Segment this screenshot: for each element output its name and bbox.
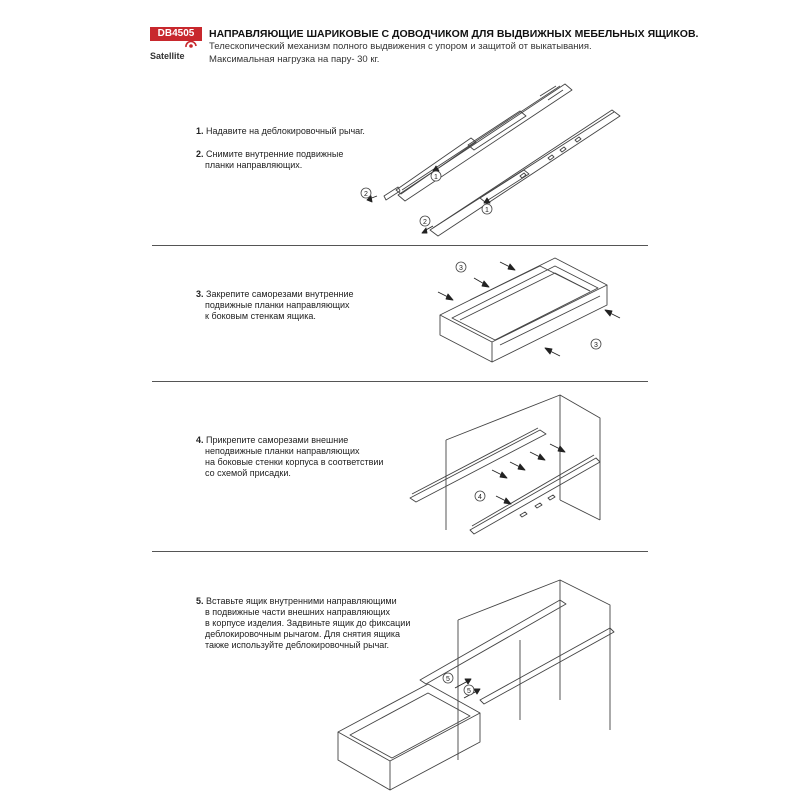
callout-label: 1	[434, 174, 438, 181]
step-number: 4.	[196, 435, 204, 445]
subtitle-load: Максимальная нагрузка на пару- 30 кг.	[209, 54, 380, 65]
step-line: Снимите внутренние подвижные	[206, 149, 344, 159]
step-line: неподвижные планки направляющих	[205, 446, 360, 456]
slide-assembly-illustration	[398, 84, 572, 201]
inner-slide-illustration	[384, 138, 476, 200]
outer-slide-illustration	[430, 110, 620, 236]
callout-label: 5	[467, 688, 471, 695]
step-line: Надавите на деблокировочный рычаг.	[206, 126, 365, 136]
drawer-box-illustration	[440, 258, 607, 362]
step-line: Вставьте ящик внутренними направляющими	[206, 596, 397, 606]
step-line: подвижные планки направляющих	[205, 300, 350, 310]
step-number: 3.	[196, 289, 204, 299]
callout-label: 3	[594, 342, 598, 349]
step-line: в подвижные части внешних направляющих	[205, 607, 391, 617]
subtitle-mechanism: Телескопический механизм полного выдвижения с упором и защитой от выкатывания.	[209, 41, 592, 52]
step-line: деблокировочным рычагом. Для снятия ящика	[205, 629, 401, 639]
callout-markers	[361, 171, 601, 695]
callout-label: 3	[459, 265, 463, 272]
step-line: со схемой присадки.	[205, 468, 291, 478]
step-line: Закрепите саморезами внутренние	[206, 289, 354, 299]
step-line: в корпусе изделия. Задвиньте ящик до фиксации	[205, 618, 411, 628]
step-line: к боковым стенкам ящика.	[205, 311, 316, 321]
step-number: 1.	[196, 126, 204, 136]
page-title: НАПРАВЛЯЮЩИЕ ШАРИКОВЫЕ С ДОВОДЧИКОМ ДЛЯ ВЫДВИЖНЫХ МЕБЕЛЬНЫХ ЯЩИКОВ.	[209, 28, 699, 40]
step-line: также используйте деблокировочный рычаг.	[205, 640, 389, 650]
step-number: 2.	[196, 149, 204, 159]
callout-label: 2	[423, 219, 427, 226]
callout-label: 5	[446, 676, 450, 683]
callout-label: 1	[485, 207, 489, 214]
callout-label: 4	[478, 494, 482, 501]
callout-label: 2	[364, 191, 368, 198]
step-line: Прикрепите саморезами внешние	[206, 435, 349, 445]
step-number: 5.	[196, 596, 204, 606]
screw-arrows-step-4	[492, 444, 565, 504]
brand-name: Satellite	[150, 51, 185, 61]
drawer-insert-illustration	[338, 600, 614, 790]
step-line: планки направляющих.	[205, 160, 303, 170]
product-code-badge: DB4505	[150, 27, 202, 41]
step-line: на боковые стенки корпуса в соответствии	[205, 457, 384, 467]
outer-slide-mount-illustration	[410, 428, 600, 534]
cabinet-side-illustration	[446, 395, 600, 530]
